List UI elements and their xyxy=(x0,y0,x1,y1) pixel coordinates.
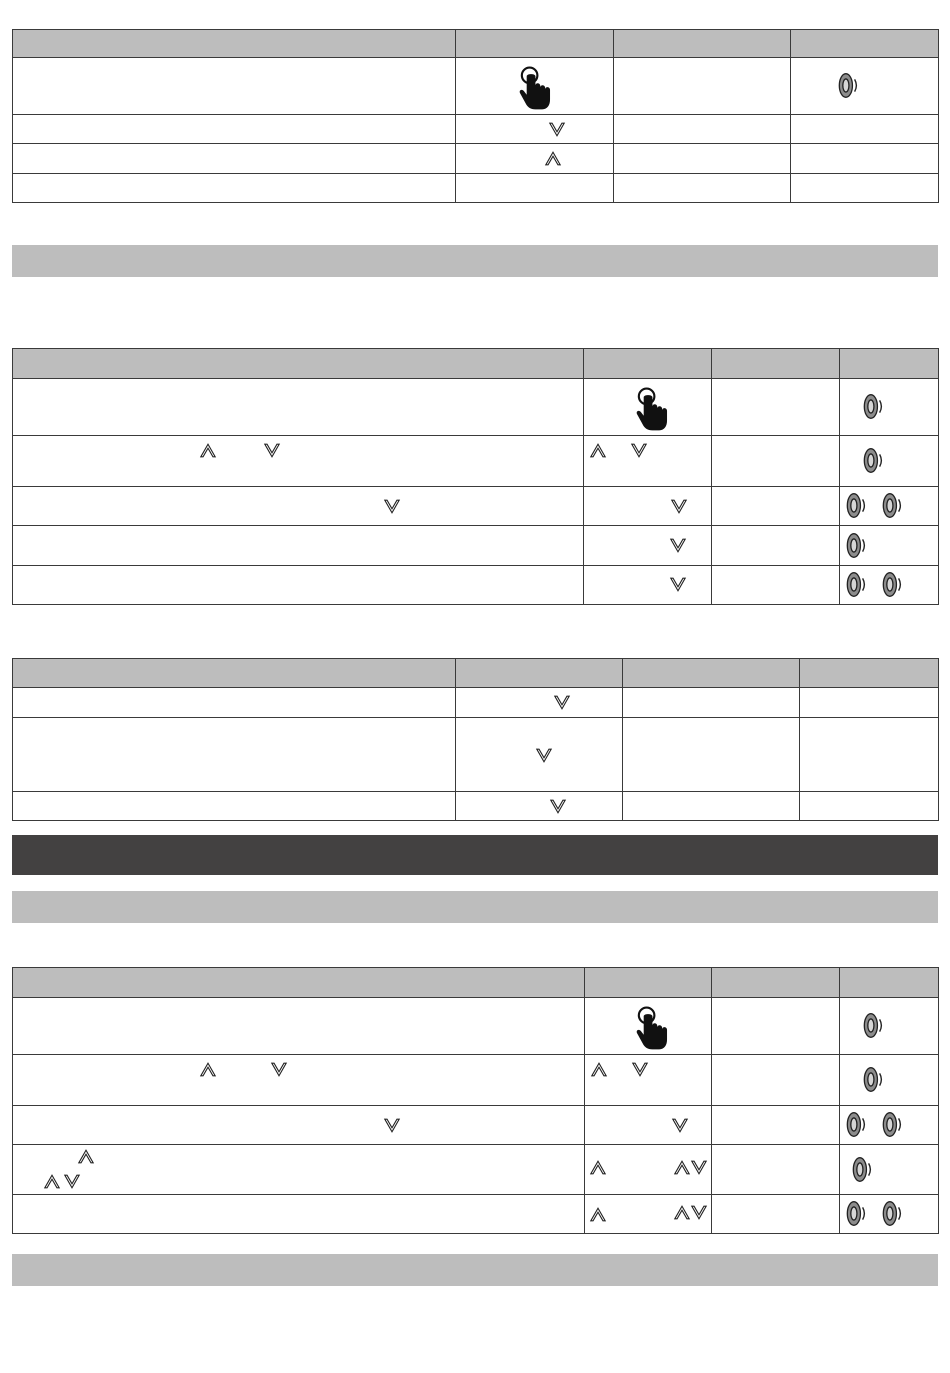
table-3 xyxy=(12,658,939,821)
table-row xyxy=(13,436,939,487)
table-header-row xyxy=(13,968,939,998)
chevron-down-icon xyxy=(631,1062,649,1077)
table-4 xyxy=(12,967,939,1234)
buzzer-beep-icon xyxy=(882,492,903,519)
chevron-down-icon xyxy=(670,499,688,514)
table-row xyxy=(13,688,939,718)
buzzer-beep-icon xyxy=(882,1200,903,1227)
table-row xyxy=(13,174,939,203)
chevron-up-icon xyxy=(544,151,562,166)
section-bar xyxy=(12,1254,938,1286)
chevron-down-icon xyxy=(383,1118,401,1133)
table-row xyxy=(13,1055,939,1106)
buzzer-beep-icon xyxy=(838,72,859,99)
chevron-up-icon xyxy=(199,443,217,458)
table-header-row xyxy=(13,30,939,58)
chevron-up-icon xyxy=(590,1062,608,1077)
chevron-up-icon xyxy=(199,1062,217,1077)
buzzer-beep-icon xyxy=(863,393,884,420)
chevron-down-icon xyxy=(690,1160,708,1175)
chevron-down-icon xyxy=(270,1062,288,1077)
chevron-up-icon xyxy=(673,1205,691,1220)
chevron-down-icon xyxy=(671,1118,689,1133)
chevron-down-icon xyxy=(263,443,281,458)
table-row xyxy=(13,379,939,436)
buzzer-beep-icon xyxy=(852,1156,873,1183)
buzzer-beep-icon xyxy=(882,1111,903,1138)
table-row xyxy=(13,718,939,792)
table-row xyxy=(13,526,939,566)
table-row xyxy=(13,566,939,605)
chevron-down-icon xyxy=(63,1174,81,1189)
chevron-down-icon xyxy=(630,443,648,458)
chevron-down-icon xyxy=(535,748,553,763)
touch-hand-icon xyxy=(633,1004,668,1050)
table-row xyxy=(13,487,939,526)
table-row xyxy=(13,998,939,1055)
table-row xyxy=(13,1106,939,1145)
chevron-up-icon xyxy=(589,1160,607,1175)
buzzer-beep-icon xyxy=(863,447,884,474)
table-header-row xyxy=(13,349,939,379)
table-row xyxy=(13,144,939,174)
chevron-up-icon xyxy=(589,443,607,458)
table-row xyxy=(13,1195,939,1234)
table-row xyxy=(13,792,939,821)
chevron-up-icon xyxy=(673,1160,691,1175)
buzzer-beep-icon xyxy=(863,1012,884,1039)
table-header-row xyxy=(13,659,939,688)
chevron-up-icon xyxy=(589,1207,607,1222)
buzzer-beep-icon xyxy=(846,1200,867,1227)
chevron-down-icon xyxy=(383,499,401,514)
buzzer-beep-icon xyxy=(882,571,903,598)
section-bar xyxy=(12,891,938,923)
section-bar xyxy=(12,245,938,277)
touch-hand-icon xyxy=(633,385,668,431)
buzzer-beep-icon xyxy=(846,492,867,519)
chevron-down-icon xyxy=(669,538,687,553)
chevron-down-icon xyxy=(669,577,687,592)
table-row xyxy=(13,115,939,144)
chevron-up-icon xyxy=(77,1149,95,1164)
table-2 xyxy=(12,348,939,605)
buzzer-beep-icon xyxy=(846,1111,867,1138)
section-bar-dark xyxy=(12,835,938,875)
table-1 xyxy=(12,29,939,203)
buzzer-beep-icon xyxy=(863,1066,884,1093)
chevron-down-icon xyxy=(549,799,567,814)
buzzer-beep-icon xyxy=(846,532,867,559)
chevron-up-icon xyxy=(43,1174,61,1189)
table-row xyxy=(13,58,939,115)
touch-hand-icon xyxy=(516,64,551,110)
chevron-down-icon xyxy=(690,1205,708,1220)
chevron-down-icon xyxy=(548,122,566,137)
buzzer-beep-icon xyxy=(846,571,867,598)
table-row xyxy=(13,1145,939,1195)
chevron-down-icon xyxy=(553,695,571,710)
